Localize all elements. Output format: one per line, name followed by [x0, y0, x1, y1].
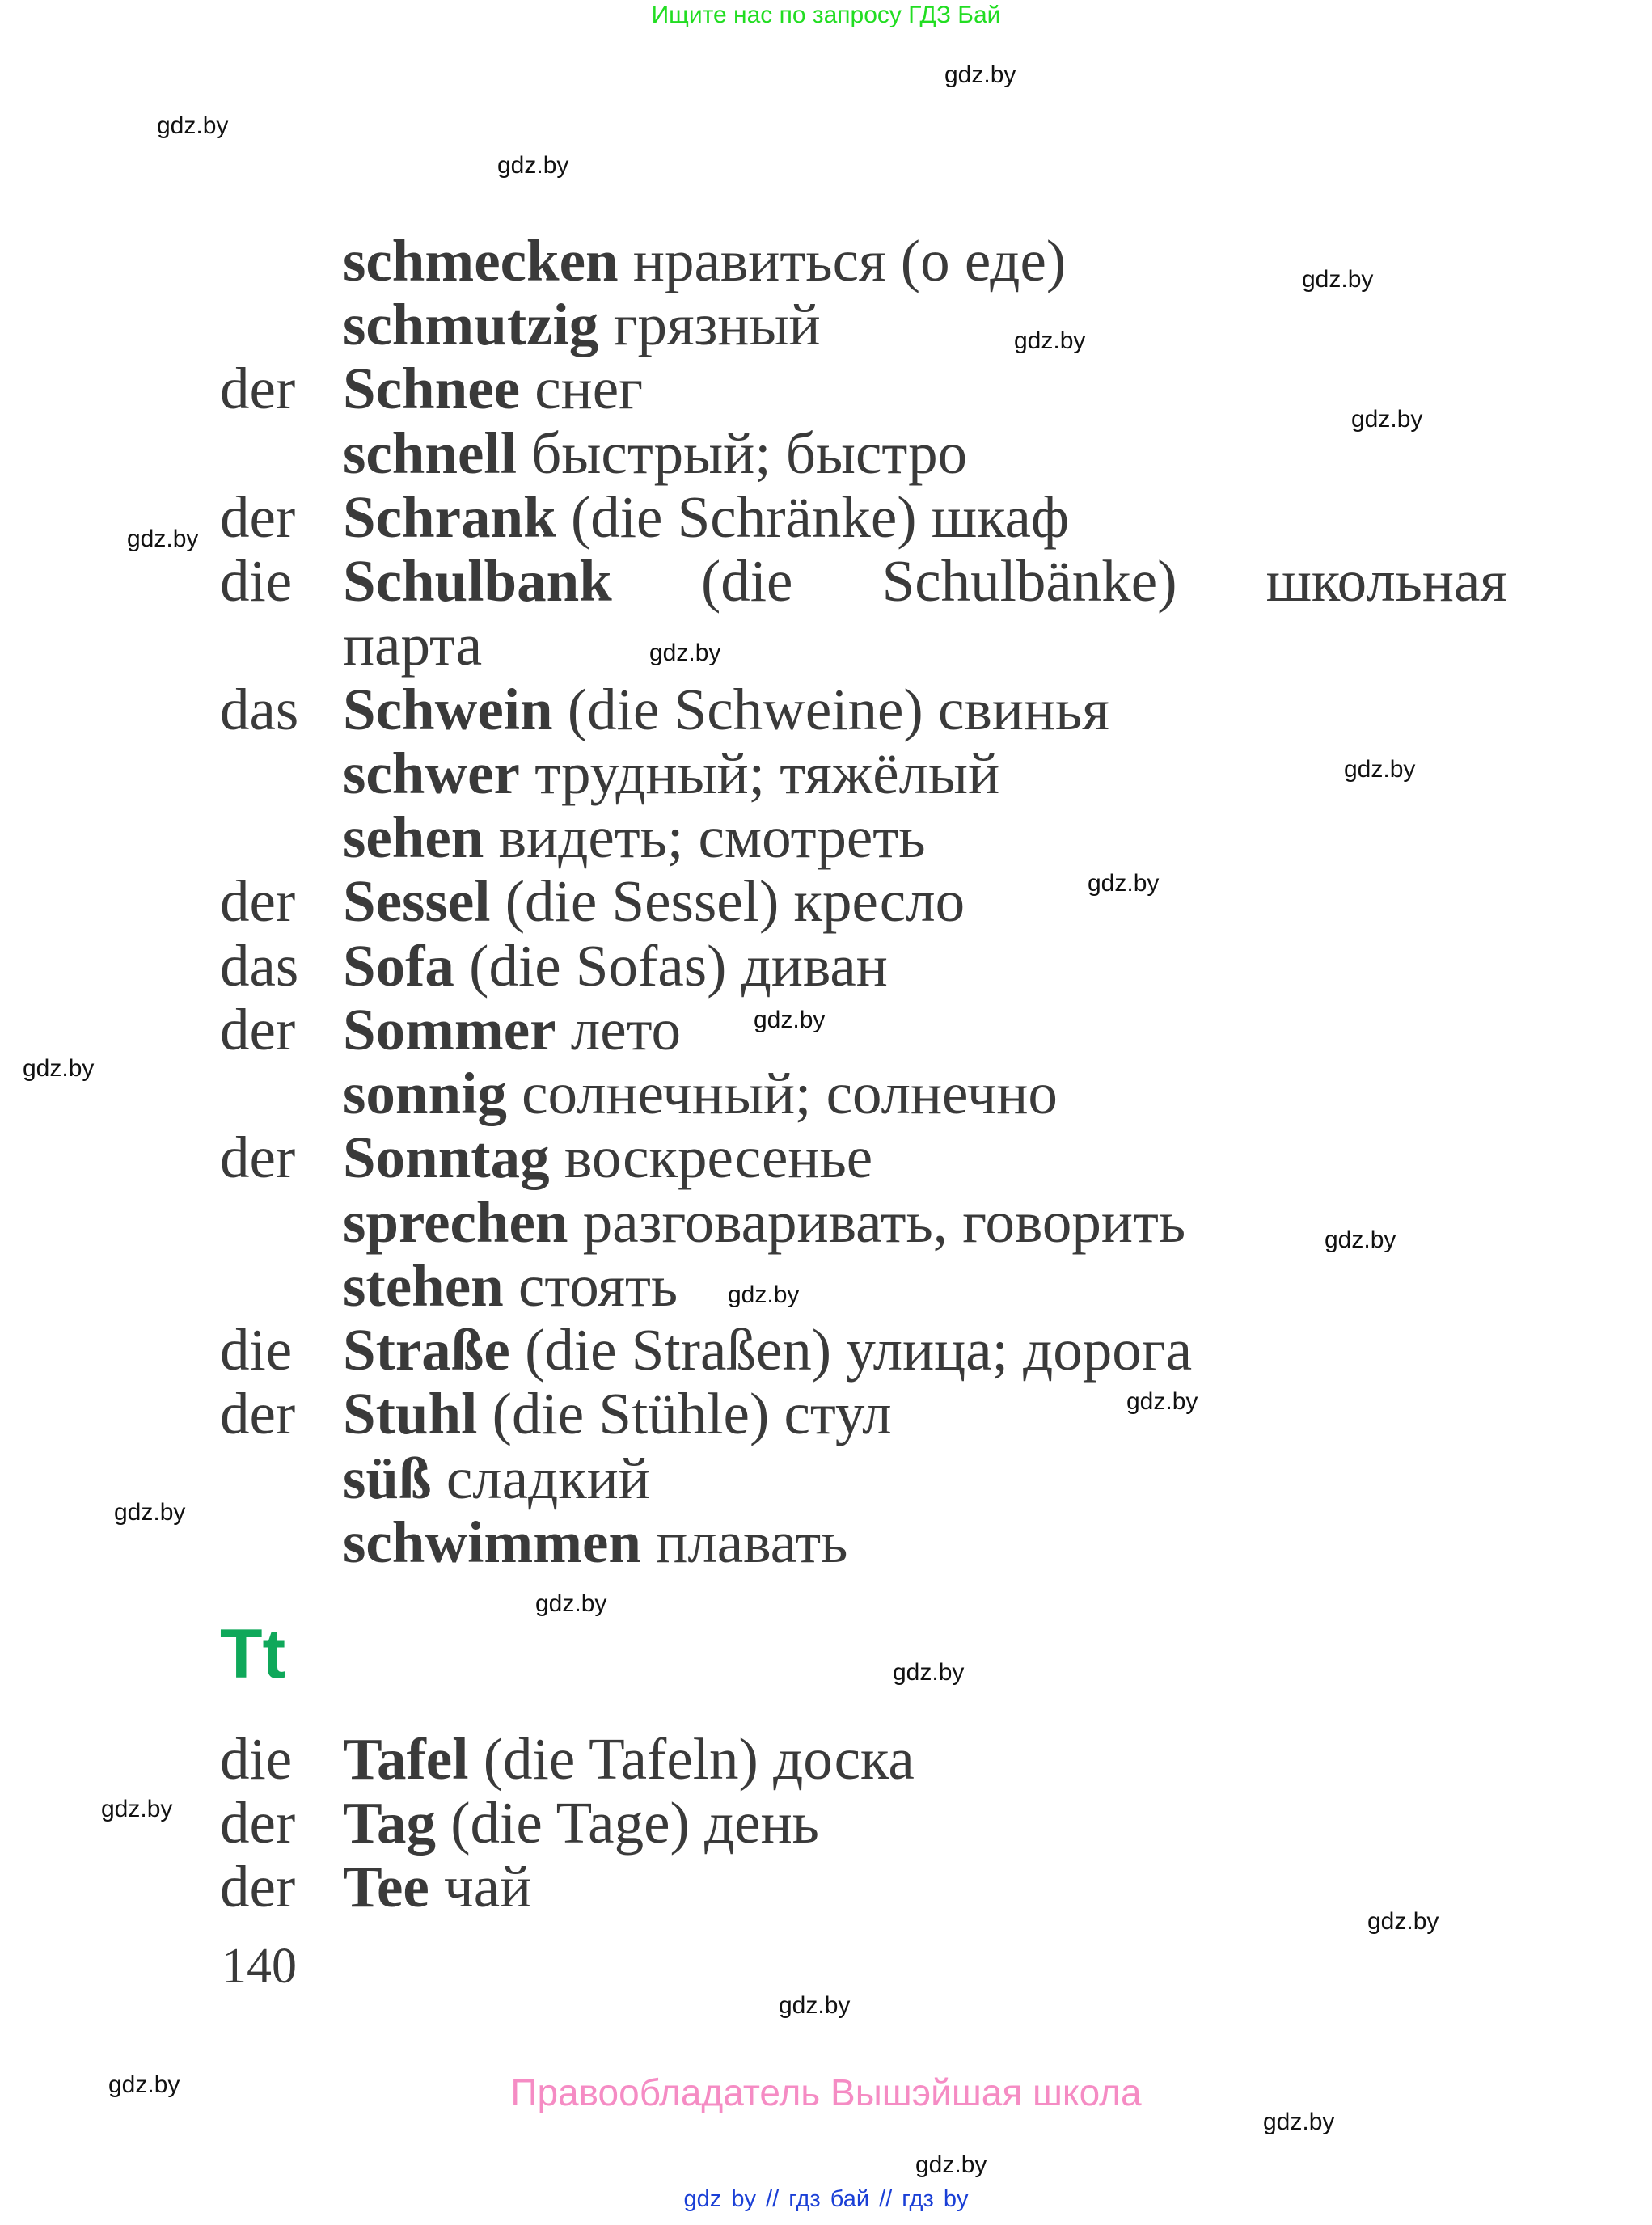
headword: Sommer	[343, 997, 556, 1062]
article: der	[220, 997, 296, 1062]
watermark-text: gdz.by	[1126, 1388, 1198, 1415]
watermark-text: gdz.by	[535, 1590, 607, 1617]
plural-form: Schulbänke)	[881, 548, 1177, 614]
watermark-text: gdz.by	[127, 526, 199, 552]
watermark-text: gdz.by	[1263, 2109, 1335, 2135]
translation: разговаривать, говорить	[568, 1189, 1186, 1255]
headword: schmutzig	[343, 292, 599, 357]
article: der	[220, 484, 296, 550]
translation: солнечный; солнечно	[506, 1061, 1058, 1126]
article: der	[220, 356, 296, 421]
translation: (die Sofas) диван	[454, 933, 888, 999]
translation: лето	[556, 997, 682, 1062]
watermark-text: gdz.by	[754, 1007, 826, 1033]
translation: видеть; смотреть	[484, 804, 926, 870]
translation: школьная	[1265, 548, 1507, 614]
article: das	[220, 933, 299, 999]
translation: грязный	[598, 292, 821, 357]
translation: (die Tage) день	[436, 1790, 819, 1856]
watermark-text: gdz.by	[944, 61, 1016, 88]
headword: stehen	[343, 1253, 504, 1319]
translation: (die Schränke) шкаф	[556, 484, 1070, 550]
watermark-text: gdz.by	[915, 2151, 987, 2178]
headword: schwimmen	[343, 1509, 642, 1575]
watermark-text: gdz.by	[1367, 1908, 1439, 1935]
copyright-notice: Правообладатель Вышэйшая школа	[510, 2071, 1142, 2113]
plural-open: (die	[700, 548, 793, 614]
translation: снег	[520, 356, 644, 421]
headword: Tee	[343, 1854, 429, 1919]
headword: schmecken	[343, 228, 619, 293]
article: die	[220, 1726, 293, 1792]
watermark-text: gdz.by	[649, 640, 721, 666]
headword: sonnig	[343, 1061, 507, 1126]
headword: Tag	[343, 1790, 436, 1856]
headword: Straße	[343, 1317, 510, 1383]
watermark-text: gdz.by	[1344, 756, 1416, 783]
article: die	[220, 1317, 293, 1383]
headword: Sofa	[343, 933, 454, 999]
headword: Schrank	[343, 484, 556, 550]
watermark-text: gdz.by	[1351, 406, 1423, 433]
article: das	[220, 677, 299, 742]
footer-site-links[interactable]: gdz by // гдз бай // гдз by	[683, 2186, 969, 2212]
watermark-text: gdz.by	[893, 1659, 965, 1686]
headword: Sonntag	[343, 1125, 550, 1190]
headword: schnell	[343, 420, 517, 486]
translation: трудный; тяжёлый	[519, 741, 1000, 806]
translation: плавать	[641, 1509, 848, 1575]
headword: Sessel	[343, 868, 491, 934]
headword: Schulbank	[343, 548, 612, 614]
translation: сладкий	[431, 1446, 650, 1511]
watermark-text: gdz.by	[1325, 1226, 1396, 1253]
headword: Tafel	[343, 1726, 469, 1792]
article: der	[220, 1854, 296, 1919]
headword: Schwein	[343, 677, 553, 742]
translation: (die Schweine) свинья	[552, 677, 1109, 742]
translation: (die Straßen) улица; дорога	[509, 1317, 1193, 1383]
watermark-text: gdz.by	[728, 1281, 800, 1308]
watermark-text: gdz.by	[108, 2071, 180, 2098]
translation: воскресенье	[549, 1125, 873, 1190]
translation: чай	[429, 1854, 532, 1919]
headword: süß	[343, 1446, 432, 1511]
watermark-text: gdz.by	[114, 1499, 186, 1526]
translation: быстрый; быстро	[516, 420, 968, 486]
headword: Schnee	[343, 356, 520, 421]
translation: (die Tafeln) доска	[468, 1726, 915, 1792]
article: der	[220, 1790, 296, 1856]
page-number: 140	[222, 1939, 297, 1994]
translation: нравиться (о еде)	[618, 228, 1067, 293]
article: der	[220, 1125, 296, 1190]
watermark-text: gdz.by	[157, 112, 229, 139]
headword: Stuhl	[343, 1381, 478, 1446]
watermark-text: gdz.by	[1088, 870, 1160, 897]
translation: (die Stühle) стул	[477, 1381, 892, 1446]
article: die	[220, 548, 293, 614]
translation: стоять	[503, 1253, 678, 1319]
article: der	[220, 868, 296, 934]
letter-heading-t: Tt	[220, 1615, 286, 1693]
watermark-text: gdz.by	[23, 1055, 95, 1082]
watermark-text: gdz.by	[1302, 266, 1374, 293]
headword: sehen	[343, 804, 484, 870]
watermark-text: gdz.by	[1014, 327, 1086, 354]
watermark-text: gdz.by	[497, 152, 569, 179]
translation-continuation: парта	[343, 612, 483, 678]
headword: sprechen	[343, 1189, 568, 1255]
search-banner: Ищите нас по запросу ГДЗ Бай	[651, 2, 1001, 28]
translation: (die Sessel) кресло	[490, 868, 965, 934]
watermark-text: gdz.by	[101, 1796, 173, 1822]
article: der	[220, 1381, 296, 1446]
headword: schwer	[343, 741, 520, 806]
watermark-text: gdz.by	[779, 1992, 851, 2019]
